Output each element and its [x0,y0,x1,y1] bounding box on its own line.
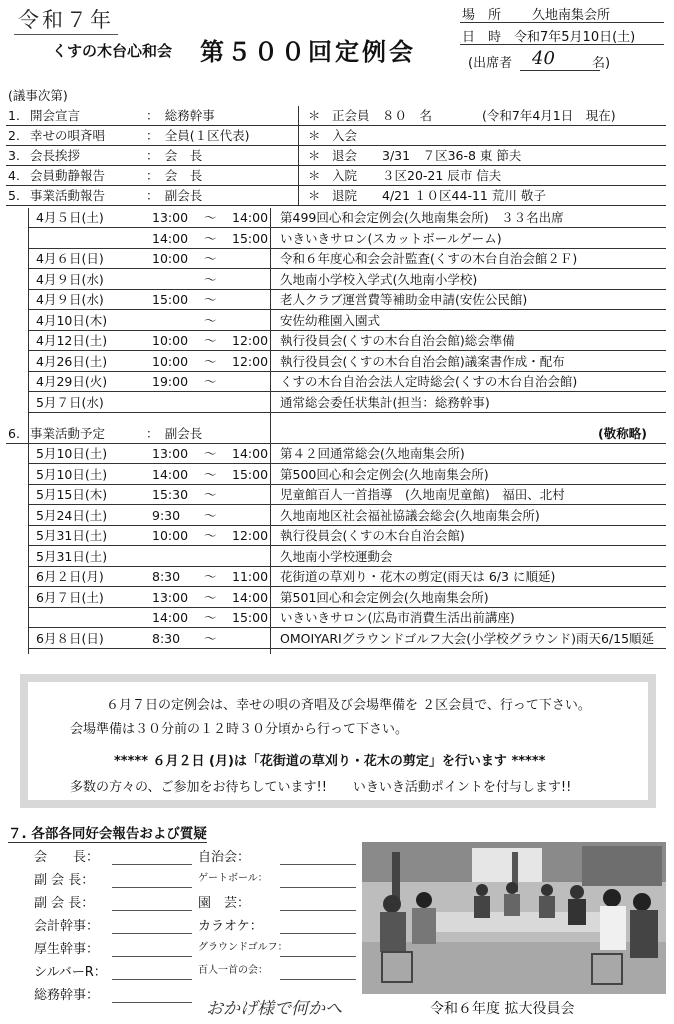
agenda-note-mark: ＊ [308,188,321,203]
notice-box [20,674,656,808]
schedule-description: くすの木台自治会法人定時総会(くすの木台自治会館) [280,374,578,389]
schedule-date: 5月31日(土) [36,528,108,543]
schedule-date: 4月12日(土) [36,333,108,348]
schedule-start-time: 13:00 [152,210,189,225]
schedule-range-mark: ～ [204,590,217,605]
schedule-start-time: 14:00 [152,231,189,246]
schedule-description: 久地南小学校入学式(久地南小学校) [280,272,478,287]
schedule-date: 4月９日(水) [36,292,104,307]
club-field-blank[interactable] [280,864,356,865]
agenda-item-number: 3. [8,148,20,163]
schedule-range-mark: ～ [204,508,217,523]
report-field-label: 会計幹事： [34,919,100,934]
schedule-date: 4月26日(土) [36,354,108,369]
agenda-note-mark: ＊ [308,148,321,163]
row-divider [28,504,666,505]
section-6-number: 6. [8,426,20,441]
schedule-end-time: 12:00 [232,354,269,369]
schedule-description: いきいきサロン(スカットボールゲーム) [280,231,502,246]
agenda-item-assignee: ： 会 長 [146,148,203,163]
schedule-range-mark: ～ [204,446,217,461]
schedule-description: 第499回心和会定例会(久地南集会所) ３３名出席 [280,210,564,225]
agenda-note-text: 正会員 ８０ 名 [332,108,433,123]
schedule-description: 久地南小学校運動会 [280,549,393,564]
schedule-start-time: 14:00 [152,610,189,625]
notice-inner [28,682,648,800]
column-divider [28,208,29,654]
schedule-end-time: 12:00 [232,528,269,543]
schedule-row [6,465,668,485]
schedule-start-time: 15:30 [152,487,189,502]
agenda-item [6,146,668,166]
notice-line-2: 会場準備は３０分前の１２時３０分頃から行って下さい。 [70,722,409,737]
schedule-range-mark: ～ [204,487,217,502]
report-field-label: 会 長： [34,850,100,865]
report-field-blank[interactable] [112,910,192,911]
row-divider [28,268,666,269]
row-divider [28,463,666,464]
schedule-range-mark: ～ [204,569,217,584]
schedule-date: 4月５日(土) [36,210,104,225]
schedule-date: 6月２日(月) [36,569,104,584]
schedule-end-time: 12:00 [232,333,269,348]
agenda-note-mark: ＊ [308,128,321,143]
club-field-label: 自治会： [198,850,251,865]
schedule-range-mark: ～ [204,610,217,625]
schedule-end-time: 15:00 [232,231,269,246]
meta-divider-2 [460,44,664,45]
schedule-start-time: 13:00 [152,590,189,605]
agenda-item-number: 2. [8,128,20,143]
agenda-item-label: 事業活動報告 [30,188,106,203]
section-7-title: ７. 各部各同好会報告および質疑 [8,822,207,843]
schedule-range-mark: ～ [204,374,217,389]
schedule-row [6,331,668,351]
row-divider [28,350,666,351]
era-heading: 令和７年 [14,4,118,35]
club-field-label: 百人一首の会： [198,965,268,976]
agenda-item-label: 会長挨拶 [30,148,81,163]
schedule-row [6,290,668,310]
honorific-note: (敬称略) [598,426,647,441]
schedule-description: いきいきサロン(広島市消費生活出前講座) [280,610,515,625]
schedule-date: 5月７日(水) [36,395,104,410]
handwritten-note: おかげ様で何かへ [206,999,342,1019]
club-field-blank[interactable] [280,910,356,911]
schedule-description: 老人クラブ運営費等補助金申請(安佐公民館) [280,292,528,307]
agenda-item-number: 5. [8,188,20,203]
schedule-row [6,372,668,392]
schedule-description: 執行役員会(くすの木台自治会館) [280,528,465,543]
report-field-blank[interactable] [112,864,192,865]
agenda-note-mark: ＊ [308,168,321,183]
attendance-underline [520,70,600,71]
notice-line-1: ６月７日の定例会は、幸せの唄の斉唱及び会場準備を ２区会員で、行って下さい。 [106,698,591,713]
section-6-assignee: ： 副会長 [146,426,203,441]
row-divider [28,227,666,228]
schedule-start-time: 10:00 [152,528,189,543]
agenda-item-number: 4. [8,168,20,183]
schedule-row [6,444,668,464]
club-field-blank[interactable] [280,979,356,980]
schedule-date: 6月７日(土) [36,590,104,605]
row-divider [28,412,666,413]
schedule-start-time: 19:00 [152,374,189,389]
agenda-note-text: 入会 [332,128,358,143]
schedule-row [6,608,668,628]
agenda-heading: (議事次第) [8,88,68,103]
agenda-note-text: 入院 ３区20-21 辰市 信夫 [332,168,502,183]
agenda-note-extra: (令和7年4月1日 現在) [482,108,616,123]
schedule-end-time: 11:00 [232,569,269,584]
agenda-item [6,126,668,146]
schedule-start-time: 15:00 [152,292,189,307]
report-field-label: 副 会 長： [34,896,95,911]
schedule-date: 4月６日(日) [36,251,104,266]
notice-line-3: ***** ６月２日 (月)は「花街道の草刈り・花木の剪定」を行います ***** [114,754,546,769]
agenda-item [6,106,668,126]
club-field-label: ゲートボール： [198,873,268,884]
report-field-label: シルバーR： [34,965,107,980]
section-6-label: 事業活動予定 [30,426,106,441]
meta-divider [460,22,664,23]
page-title: 第５００回定例会 [200,37,416,66]
agenda-item [6,186,668,206]
schedule-row [6,393,668,413]
photo-caption: 令和６年度 拡大役員会 [430,1001,575,1017]
column-divider [270,208,271,654]
schedule-range-mark: ～ [204,313,217,328]
schedule-range-mark: ～ [204,631,217,646]
report-field-label: 総務幹事： [34,988,100,1003]
club-name: くすの木台心和会 [52,42,173,60]
schedule-description: 第500回心和会定例会(久地南集会所) [280,467,489,482]
schedule-date: 5月15日(木) [36,487,108,502]
report-field-blank[interactable] [112,979,192,980]
schedule-row [6,547,668,567]
schedule-row [6,567,668,587]
report-field-blank[interactable] [112,933,192,934]
meeting-photo-drawing [362,842,666,994]
schedule-range-mark: ～ [204,333,217,348]
agenda-item-assignee: ： 全員(１区代表) [146,128,250,143]
attendance-suffix: 名) [592,56,611,71]
schedule-end-time: 15:00 [232,610,269,625]
schedule-start-time: 9:30 [152,508,181,523]
agenda-note-mark: ＊ [308,108,321,123]
schedule-row [6,311,668,331]
club-field-label: カラオケ： [198,919,263,934]
schedule-range-mark: ～ [204,231,217,246]
schedule-description: OMOIYARIグラウンドゴルフ大会(小学校グラウンド)雨天6/15順延 [280,631,655,646]
schedule-description: 久地南地区社会福祉協議会総会(久地南集会所) [280,508,540,523]
row-divider [28,586,666,587]
agenda-item-label: 開会宣言 [30,108,81,123]
schedule-date: 5月31日(土) [36,549,108,564]
schedule-date: 4月10日(木) [36,313,108,328]
schedule-start-time: 8:30 [152,631,181,646]
schedule-description: 花街道の草刈り・花木の剪定(雨天は 6/3 に順延) [280,569,556,584]
schedule-row [6,208,668,228]
schedule-row [6,352,668,372]
schedule-row [6,629,668,649]
schedule-range-mark: ～ [204,251,217,266]
agenda-item-label: 幸せの唄斉唱 [30,128,106,143]
club-field-label: グラウンドゴルフ： [198,942,288,953]
schedule-description: 児童館百人一首指導 (久地南児童館) 福田、北村 [280,487,565,502]
row-divider [28,309,666,310]
club-field-blank[interactable] [280,933,356,934]
attendance-prefix: (出席者 [468,56,513,71]
schedule-row [6,526,668,546]
agenda-item-assignee: ： 会 長 [146,168,203,183]
schedule-start-time: 13:00 [152,446,189,461]
agenda-item-number: 1. [8,108,20,123]
schedule-end-time: 15:00 [232,467,269,482]
row-divider [6,205,666,206]
place-value: 久地南集会所 [532,8,611,23]
date-value: 令和7年5月10日(土) [514,30,636,45]
schedule-row [6,506,668,526]
club-field-blank[interactable] [280,887,356,888]
agenda-item [6,166,668,186]
schedule-date: 5月10日(土) [36,467,108,482]
agenda-item-assignee: ： 総務幹事 [146,108,215,123]
agenda-item-assignee: ： 副会長 [146,188,203,203]
schedule-description: 第４２回通常総会(久地南集会所) [280,446,465,461]
schedule-end-time: 14:00 [232,446,269,461]
row-divider [28,627,666,628]
schedule-range-mark: ～ [204,467,217,482]
place-label: 場 所 [462,8,502,23]
report-field-blank[interactable] [112,887,192,888]
club-field-blank[interactable] [280,956,356,957]
schedule-end-time: 14:00 [232,210,269,225]
schedule-range-mark: ～ [204,272,217,287]
club-field-label: 園 芸： [198,896,251,911]
schedule-description: 第501回心和会定例会(久地南集会所) [280,590,489,605]
row-divider [28,391,666,392]
meeting-photo [362,842,666,994]
agenda-note-text: 退会 3/31 ７区36-8 東 節夫 [332,148,522,163]
attendance-count: 40 [532,48,555,69]
row-divider [28,648,666,649]
section-6-header [6,424,668,444]
schedule-start-time: 14:00 [152,467,189,482]
schedule-row [6,249,668,269]
schedule-range-mark: ～ [204,292,217,307]
schedule-date: 4月９日(水) [36,272,104,287]
schedule-date: 5月10日(土) [36,446,108,461]
schedule-date: 6月８日(日) [36,631,104,646]
schedule-description: 令和６年度心和会会計監査(くすの木台自治会館２Ｆ) [280,251,578,266]
schedule-date: 4月29日(火) [36,374,108,389]
report-field-label: 副 会 長： [34,873,95,888]
notice-line-4: 多数の方々の、ご参加をお待ちしています!! いきいき活動ポイントを付与します!! [70,780,572,795]
schedule-description: 通常総会委任状集計(担当：総務幹事) [280,395,490,410]
date-label: 日 時 [462,30,502,45]
schedule-description: 執行役員会(くすの木台自治会館)総会準備 [280,333,515,348]
agenda-item-label: 会員動静報告 [30,168,106,183]
schedule-start-time: 10:00 [152,251,189,266]
schedule-range-mark: ～ [204,528,217,543]
report-field-blank[interactable] [112,1002,192,1003]
schedule-range-mark: ～ [204,210,217,225]
schedule-row [6,229,668,249]
report-field-label: 厚生幹事： [34,942,100,957]
schedule-range-mark: ～ [204,354,217,369]
schedule-start-time: 10:00 [152,333,189,348]
schedule-end-time: 14:00 [232,590,269,605]
schedule-date: 5月24日(土) [36,508,108,523]
row-divider [28,545,666,546]
schedule-description: 安佐幼稚園入園式 [280,313,381,328]
schedule-start-time: 10:00 [152,354,189,369]
schedule-start-time: 8:30 [152,569,181,584]
report-field-blank[interactable] [112,956,192,957]
schedule-row [6,588,668,608]
column-divider [298,106,299,206]
schedule-row [6,485,668,505]
schedule-description: 執行役員会(くすの木台自治会館)議案書作成・配布 [280,354,565,369]
schedule-row [6,270,668,290]
agenda-note-text: 退院 4/21 １０区44-11 荒川 敬子 [332,188,546,203]
